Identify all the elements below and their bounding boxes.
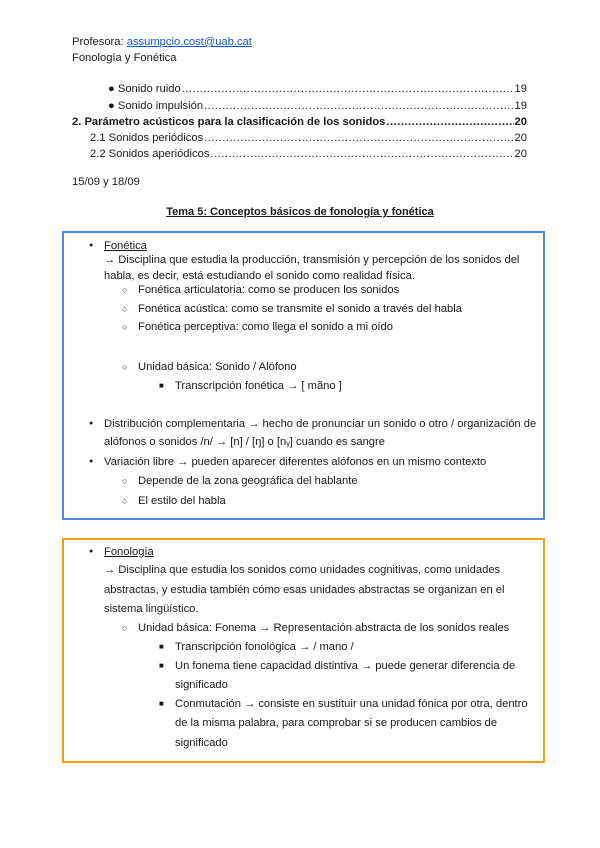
fonetica-subitem: ○ Fonética articulatoria: como se producen los sonidos <box>138 283 399 297</box>
fonetica-unidad: ○ Unidad básica: Sonido / Alófono <box>138 360 297 374</box>
variacion-subitem: ○ Depende de la zona geográfica del hablante <box>138 474 358 488</box>
toc-label: ● Sonido impulsión <box>108 100 204 112</box>
variacion-line: ● Variación libre → pueden aparecer diferentes alófonos en un mismo contexto <box>104 455 486 469</box>
toc-page: 20 <box>514 148 527 160</box>
toc-leader <box>210 147 513 161</box>
date-line: 15/09 y 18/09 <box>72 176 140 188</box>
toc-row[interactable] <box>90 147 527 161</box>
distribucion-line-2: alófonos o sonidos /n/ → [n] / [ŋ] o [nᵧ] cuando es sangre <box>104 436 385 448</box>
fonetica-subitem: ○ Fonética acústica: como se transmite el sonido a través del habla <box>138 302 462 316</box>
toc-page: 19 <box>514 83 527 95</box>
toc-leader <box>204 131 513 145</box>
fonetica-subitem: ○ Fonética perceptiva: como llega el sonido a mi oído <box>138 320 393 334</box>
fonologia-subitem: ■ Un fonema tiene capacidad distintiva → puede generar diferencia de <box>175 659 515 673</box>
toc-page: 20 <box>514 116 527 128</box>
toc-leader <box>182 82 514 96</box>
fonologia-subitem-cont: significado <box>175 679 228 691</box>
fonetica-definition-line-1: → Disciplina que estudia la producción, transmisión y percepción de los sonidos del <box>104 254 520 266</box>
subject-line: Fonología y Fonética <box>72 52 177 64</box>
toc-label: 2. Parámetro acústicos para la clasificación de los sonidos <box>72 116 386 128</box>
profesora-label: Profesora: <box>72 36 127 48</box>
email-link[interactable]: assumpcio.cost@uab.cat <box>126 36 252 48</box>
fonologia-heading: ● Fonología <box>104 545 154 559</box>
fonetica-heading: ● Fonética <box>104 239 147 253</box>
fonologia-subitem-cont: de la misma palabra, para comprobar si se producen cambios de <box>175 717 498 729</box>
toc-leader <box>386 115 513 129</box>
fonetica-transcripcion: ■ Transcripción fonética → [ mãno ] <box>175 379 342 393</box>
variacion-subitem: ○ El estilo del habla <box>138 494 226 508</box>
section-title: Tema 5: Conceptos básicos de fonología y fonética <box>166 206 434 218</box>
fonologia-definition-line-3: sistema lingüístico. <box>104 603 199 615</box>
toc-page: 20 <box>514 132 527 144</box>
fonologia-subitem-cont: significado <box>175 737 228 749</box>
fonologia-unidad: ○ Unidad básica: Fonema → Representación abstracta de los sonidos reales <box>138 621 509 635</box>
toc-label: 2.1 Sonidos periódicos <box>90 132 204 144</box>
toc-label: ● Sonido ruido <box>108 83 181 95</box>
fonetica-definition-line-2: habla, es decir, está estudiando el sonido como realidad física. <box>104 270 415 282</box>
fonologia-definition-line-2: abstractas, y estudia también cómo esas unidades abstractas se organizan en el <box>104 584 505 596</box>
toc-row[interactable] <box>72 115 527 129</box>
toc-leader <box>204 99 513 113</box>
toc-page: 19 <box>514 100 527 112</box>
fonologia-definition-line-1: → Disciplina que estudia los sonidos como unidades cognitivas, como unidades <box>104 564 501 576</box>
fonologia-subitem: ■ Conmutación → consiste en sustituir una unidad fónica por otra, dentro <box>175 697 528 711</box>
toc-label: 2.2 Sonidos aperiódicos <box>90 148 210 160</box>
header-profesora-line <box>72 35 252 49</box>
fonologia-subitem: ■ Transcripción fonológica → / mano / <box>175 640 354 654</box>
distribucion-line-1: ● Distribución complementaria → hecho de pronunciar un sonido o otro / organización de <box>104 417 536 431</box>
toc-row[interactable] <box>90 131 527 145</box>
toc-row[interactable] <box>108 82 527 96</box>
toc-row[interactable] <box>108 99 527 113</box>
